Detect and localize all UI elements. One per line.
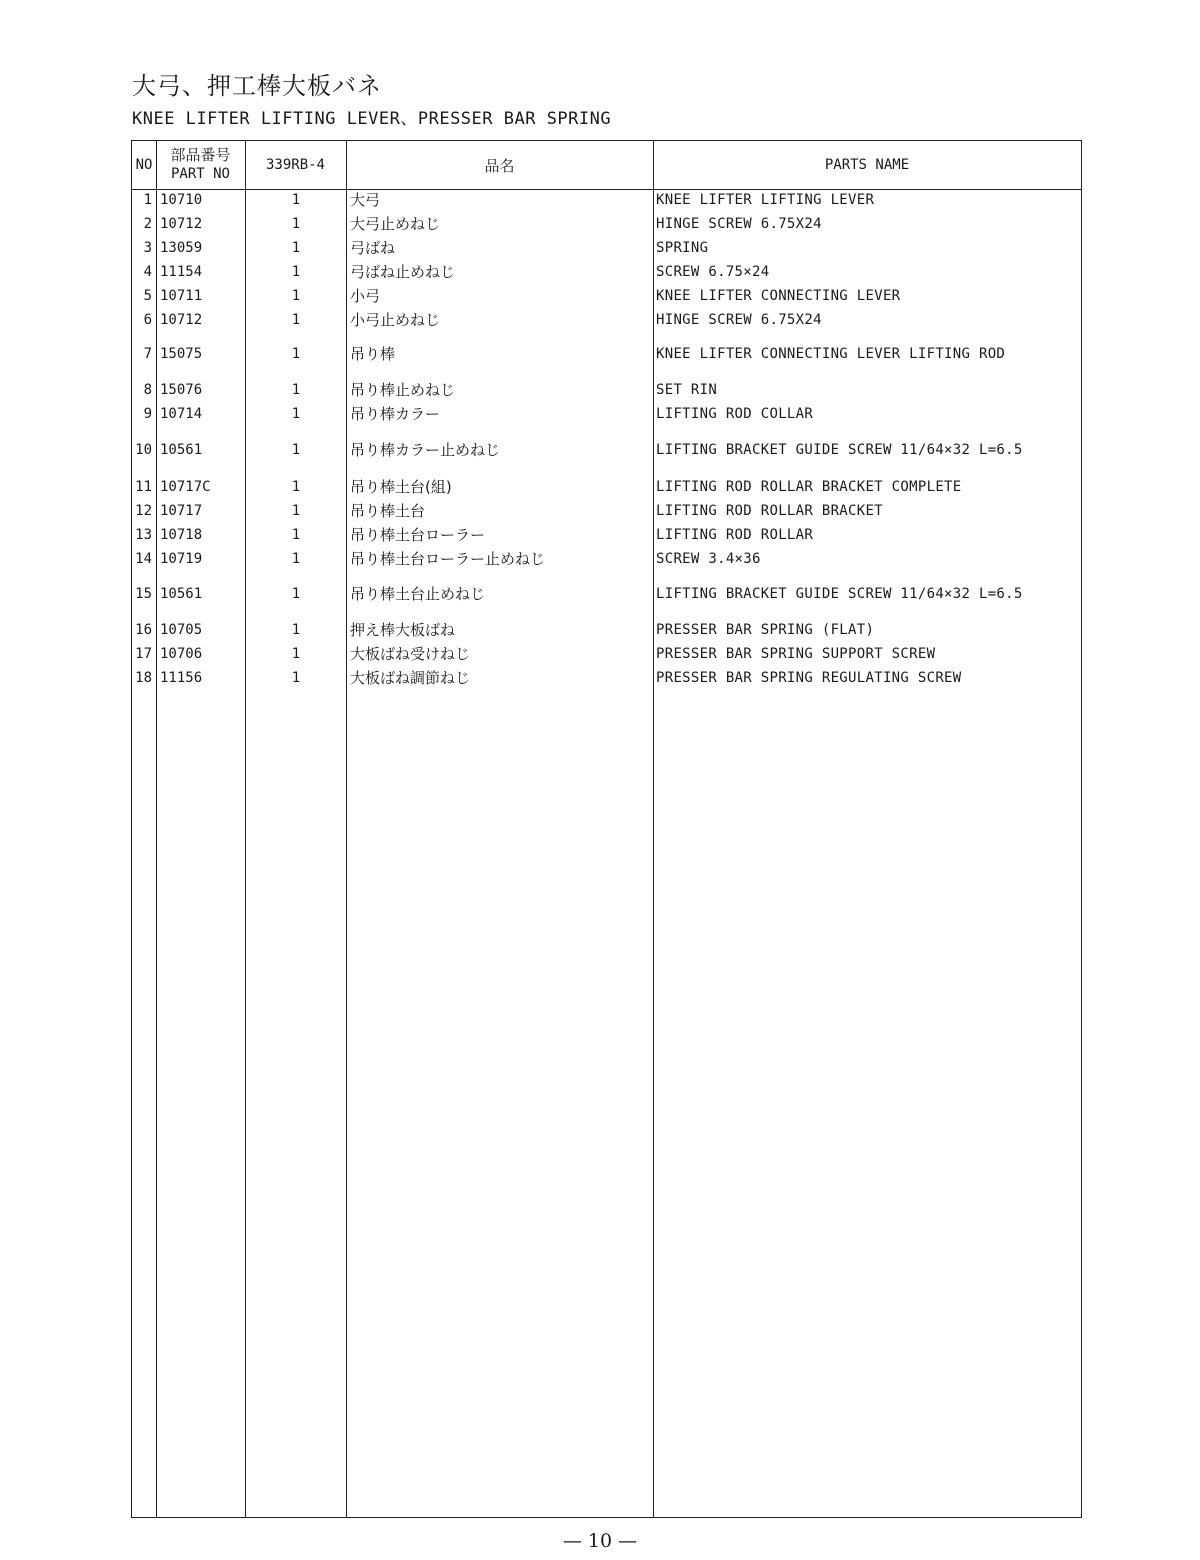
part-name-jp: 押え棒大板ばね [350, 621, 456, 639]
part-name-jp: 小弓止めねじ [350, 311, 441, 329]
part-name-jp: 大板ばね調節ねじ [350, 669, 471, 687]
table-row [132, 524, 1081, 546]
row-number: 18 [135, 670, 152, 686]
part-name-en: LIFTING ROD ROLLAR BRACKET COMPLETE [656, 479, 962, 495]
row-number: 1 [143, 192, 152, 208]
table-row [132, 619, 1081, 641]
table-row [132, 309, 1081, 331]
part-name-en: LIFTING BRACKET GUIDE SCREW 11/64×32 L=6.5 [656, 442, 1023, 458]
part-name-jp: 大弓止めねじ [350, 215, 441, 233]
row-number: 4 [143, 264, 152, 280]
header-part-no [156, 141, 245, 189]
part-name-en: HINGE SCREW 6.75X24 [656, 216, 822, 232]
quantity: 1 [291, 442, 301, 458]
quantity: 1 [291, 479, 301, 495]
row-number: 13 [135, 527, 152, 543]
part-number: 10712 [160, 216, 203, 232]
row-number: 12 [135, 503, 152, 519]
table-row [132, 476, 1081, 498]
header-name-jp: 品名 [484, 156, 515, 175]
row-number: 14 [135, 551, 152, 567]
table-row [132, 643, 1081, 665]
part-name-en: LIFTING ROD COLLAR [656, 406, 814, 422]
row-number: 7 [143, 346, 152, 362]
part-number: 10719 [160, 551, 203, 567]
row-number: 3 [143, 240, 152, 256]
part-name-jp: 大弓 [350, 191, 381, 209]
header-model: 339RB-4 [265, 157, 325, 173]
table-row [132, 213, 1081, 235]
row-number: 11 [135, 479, 152, 495]
row-number: 6 [143, 312, 152, 328]
row-number: 17 [135, 646, 152, 662]
part-number: 10712 [160, 312, 203, 328]
part-name-en: KNEE LIFTER LIFTING LEVER [656, 192, 875, 208]
quantity: 1 [291, 406, 301, 422]
quantity: 1 [291, 527, 301, 543]
table-row [132, 189, 1081, 211]
table-row [132, 285, 1081, 307]
quantity: 1 [291, 586, 301, 602]
section-title-jp: 大弓、押工棒大板バネ [132, 72, 382, 100]
table-row [132, 583, 1081, 605]
part-number: 10710 [160, 192, 203, 208]
part-name-jp: 吊り棒土台 [350, 502, 426, 520]
table-row [132, 548, 1081, 570]
part-name-jp: 吊り棒土台止めねじ [350, 585, 486, 603]
part-number: 10561 [160, 586, 203, 602]
part-number: 10561 [160, 442, 203, 458]
table-row [132, 667, 1081, 689]
part-name-jp: 吊り棒土台ローラー止めねじ [350, 550, 546, 568]
part-name-jp: 大板ばね受けねじ [350, 645, 471, 663]
part-number: 10718 [160, 527, 203, 543]
part-name-jp: 弓ばね [350, 239, 396, 257]
part-name-en: KNEE LIFTER CONNECTING LEVER LIFTING ROD [656, 346, 1006, 362]
row-number: 16 [135, 622, 152, 638]
part-name-en: SPRING [656, 240, 709, 256]
header-parts-name: PARTS NAME [824, 157, 910, 173]
quantity: 1 [291, 288, 301, 304]
part-name-jp: 吊り棒カラー [350, 405, 441, 423]
part-name-en: PRESSER BAR SPRING REGULATING SCREW [656, 670, 962, 686]
table-row [132, 379, 1081, 401]
part-number: 11156 [160, 670, 203, 686]
part-number: 10717 [160, 503, 203, 519]
part-name-en: PRESSER BAR SPRING SUPPORT SCREW [656, 646, 936, 662]
quantity: 1 [291, 503, 301, 519]
quantity: 1 [291, 264, 301, 280]
part-name-en: SCREW 6.75×24 [656, 264, 770, 280]
part-name-jp: 弓ばね止めねじ [350, 263, 456, 281]
part-number: 13059 [160, 240, 203, 256]
quantity: 1 [291, 551, 301, 567]
page-number: — 10 — [562, 1530, 638, 1552]
part-name-en: KNEE LIFTER CONNECTING LEVER [656, 288, 901, 304]
row-number: 10 [135, 442, 152, 458]
part-number: 10717C [160, 479, 211, 495]
table-row [132, 237, 1081, 259]
row-number: 5 [143, 288, 152, 304]
part-number: 10711 [160, 288, 203, 304]
parts-table [131, 140, 1082, 1518]
table-row [132, 500, 1081, 522]
part-number: 10714 [160, 406, 203, 422]
part-name-en: LIFTING BRACKET GUIDE SCREW 11/64×32 L=6.5 [656, 586, 1023, 602]
part-name-jp: 吊り棒止めねじ [350, 381, 456, 399]
quantity: 1 [291, 216, 301, 232]
table-row [132, 403, 1081, 425]
part-name-en: SCREW 3.4×36 [656, 551, 761, 567]
table-row [132, 343, 1081, 365]
quantity: 1 [291, 240, 301, 256]
quantity: 1 [291, 670, 301, 686]
section-title-en: KNEE LIFTER LIFTING LEVER、PRESSER BAR SPRING [132, 109, 612, 129]
quantity: 1 [291, 312, 301, 328]
part-number: 15076 [160, 382, 203, 398]
row-number: 2 [143, 216, 152, 232]
part-number: 15075 [160, 346, 203, 362]
quantity: 1 [291, 382, 301, 398]
row-number: 9 [143, 406, 152, 422]
header-part-no-en: PART NO [170, 166, 230, 182]
part-number: 10705 [160, 622, 203, 638]
part-name-jp: 吊り棒土台ローラー [350, 526, 486, 544]
quantity: 1 [291, 622, 301, 638]
part-number: 11154 [160, 264, 203, 280]
quantity: 1 [291, 346, 301, 362]
quantity: 1 [291, 192, 301, 208]
quantity: 1 [291, 646, 301, 662]
header-part-no-jp: 部品番号 [170, 146, 231, 164]
part-name-en: PRESSER BAR SPRING (FLAT) [656, 622, 875, 638]
part-name-jp: 小弓 [350, 287, 381, 305]
part-name-jp: 吊り棒 [350, 345, 396, 363]
part-name-jp: 吊り棒土台(組) [350, 478, 452, 496]
part-name-en: SET RIN [656, 382, 718, 398]
table-row [132, 261, 1081, 283]
part-name-en: LIFTING ROD ROLLAR BRACKET [656, 503, 883, 519]
part-name-jp: 吊り棒カラー止めねじ [350, 441, 501, 459]
table-row [132, 439, 1081, 461]
row-number: 8 [143, 382, 152, 398]
header-no: NO [135, 157, 153, 173]
part-name-en: LIFTING ROD ROLLAR [656, 527, 814, 543]
part-name-en: HINGE SCREW 6.75X24 [656, 312, 822, 328]
row-number: 15 [135, 586, 152, 602]
part-number: 10706 [160, 646, 203, 662]
